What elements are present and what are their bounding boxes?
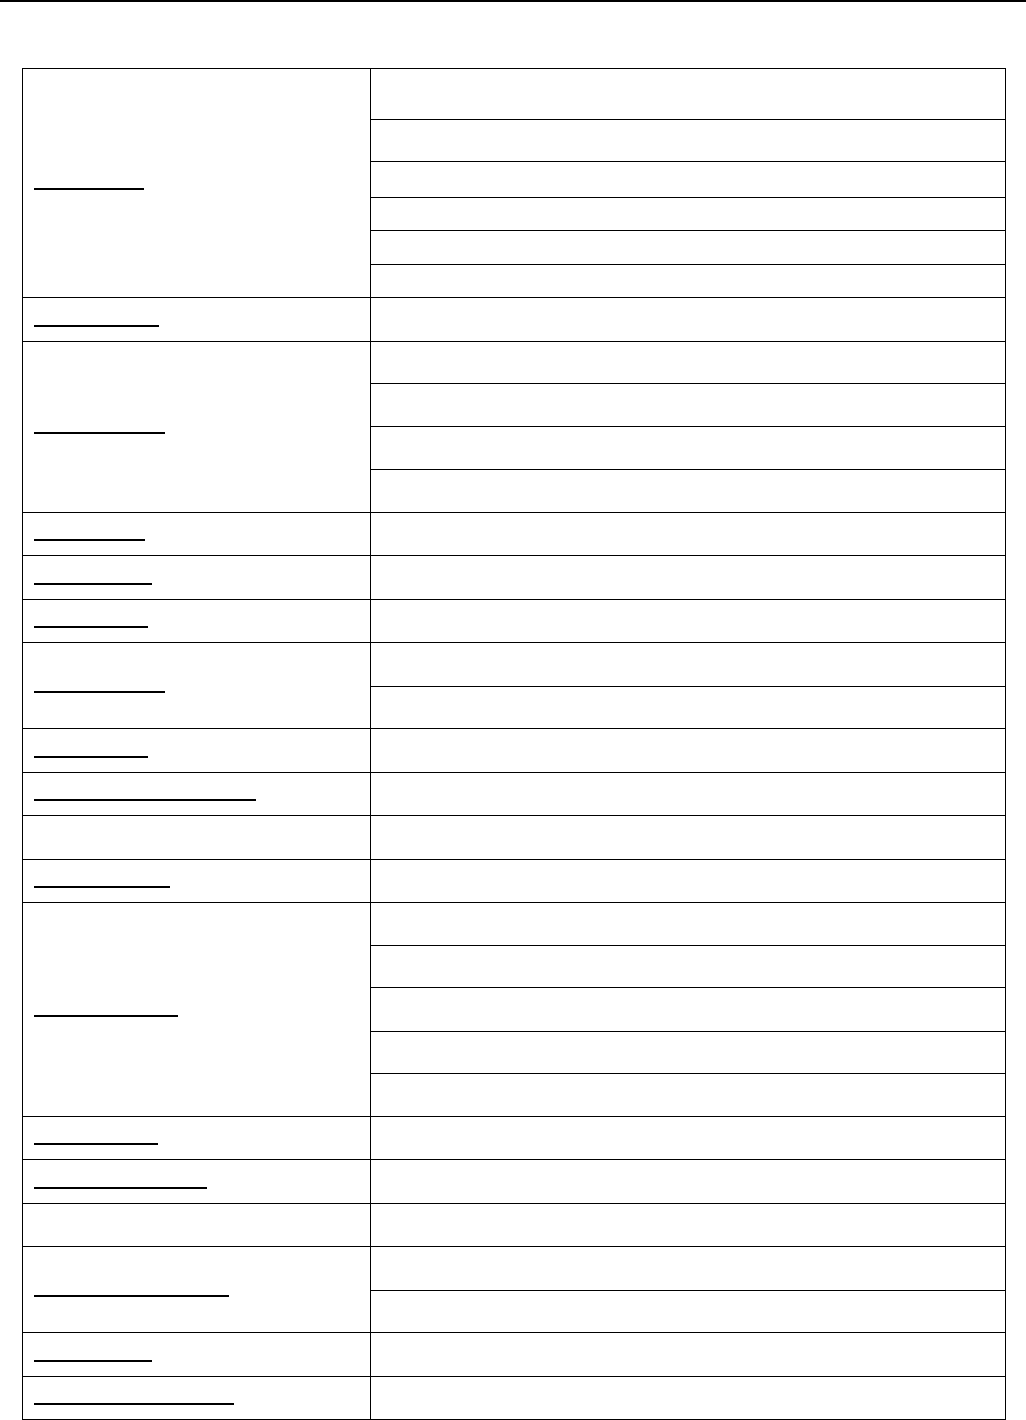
row-label-cell bbox=[23, 600, 371, 643]
row-value-cell bbox=[371, 643, 1006, 687]
row-value-cell bbox=[371, 1073, 1006, 1116]
label-underline bbox=[34, 799, 256, 801]
row-value-cell bbox=[371, 1290, 1006, 1333]
row-value-cell bbox=[371, 264, 1006, 297]
row-label-cell bbox=[23, 1160, 371, 1204]
row-value-cell bbox=[371, 946, 1006, 988]
label-underline bbox=[34, 1187, 207, 1189]
label-underline bbox=[34, 626, 148, 628]
row-value-cell bbox=[371, 773, 1006, 816]
row-label-cell bbox=[23, 729, 371, 773]
row-label-cell bbox=[23, 69, 371, 298]
table-row bbox=[23, 729, 1006, 773]
row-value-cell bbox=[371, 988, 1006, 1031]
row-value-cell bbox=[371, 686, 1006, 729]
row-value-cell bbox=[371, 162, 1006, 197]
table-row bbox=[23, 643, 1006, 687]
row-value-cell bbox=[371, 298, 1006, 342]
table-row bbox=[23, 1247, 1006, 1291]
table-row bbox=[23, 816, 1006, 860]
document-table bbox=[22, 68, 1006, 1420]
row-value-cell bbox=[371, 384, 1006, 427]
row-value-cell bbox=[371, 230, 1006, 264]
table-row bbox=[23, 1160, 1006, 1204]
table-row bbox=[23, 69, 1006, 120]
label-underline bbox=[34, 756, 148, 758]
row-value-cell bbox=[371, 1160, 1006, 1204]
row-value-cell bbox=[371, 427, 1006, 469]
label-underline bbox=[34, 188, 144, 190]
label-underline bbox=[34, 1015, 178, 1017]
row-label-cell bbox=[23, 342, 371, 513]
row-value-cell bbox=[371, 903, 1006, 946]
table-row bbox=[23, 1377, 1006, 1420]
row-value-cell bbox=[371, 1377, 1006, 1420]
label-underline bbox=[34, 1143, 158, 1145]
row-value-cell bbox=[371, 69, 1006, 120]
table-row bbox=[23, 600, 1006, 643]
document-table-body bbox=[23, 69, 1006, 1420]
row-value-cell bbox=[371, 1204, 1006, 1247]
label-underline bbox=[34, 886, 170, 888]
label-underline bbox=[34, 325, 159, 327]
row-label-cell bbox=[23, 1333, 371, 1377]
row-value-cell bbox=[371, 469, 1006, 512]
row-label-cell bbox=[23, 860, 371, 903]
row-label-cell bbox=[23, 1204, 371, 1247]
row-label-cell bbox=[23, 903, 371, 1117]
label-underline bbox=[34, 583, 152, 585]
row-value-cell bbox=[371, 1031, 1006, 1073]
label-underline bbox=[34, 432, 165, 434]
row-label-cell bbox=[23, 1247, 371, 1333]
row-label-cell bbox=[23, 1117, 371, 1160]
row-value-cell bbox=[371, 1117, 1006, 1160]
table-row bbox=[23, 298, 1006, 342]
row-value-cell bbox=[371, 556, 1006, 600]
row-label-cell bbox=[23, 773, 371, 816]
row-label-cell bbox=[23, 298, 371, 342]
table-row bbox=[23, 513, 1006, 556]
row-value-cell bbox=[371, 197, 1006, 230]
table-row bbox=[23, 1204, 1006, 1247]
table-row bbox=[23, 1333, 1006, 1377]
row-value-cell bbox=[371, 120, 1006, 162]
row-value-cell bbox=[371, 600, 1006, 643]
table-row bbox=[23, 342, 1006, 384]
table-row bbox=[23, 903, 1006, 946]
table-row bbox=[23, 1117, 1006, 1160]
label-underline bbox=[34, 1360, 152, 1362]
row-value-cell bbox=[371, 342, 1006, 384]
row-value-cell bbox=[371, 816, 1006, 860]
row-label-cell bbox=[23, 643, 371, 729]
row-value-cell bbox=[371, 729, 1006, 773]
page-top-rule bbox=[0, 0, 1026, 2]
table-row bbox=[23, 860, 1006, 903]
label-underline bbox=[34, 691, 165, 693]
label-underline bbox=[34, 539, 145, 541]
row-value-cell bbox=[371, 1333, 1006, 1377]
row-label-cell bbox=[23, 556, 371, 600]
label-underline bbox=[34, 1403, 234, 1405]
table-row bbox=[23, 556, 1006, 600]
row-value-cell bbox=[371, 513, 1006, 556]
row-value-cell bbox=[371, 860, 1006, 903]
row-value-cell bbox=[371, 1247, 1006, 1291]
row-label-cell bbox=[23, 816, 371, 860]
row-label-cell bbox=[23, 1377, 371, 1420]
row-label-cell bbox=[23, 513, 371, 556]
label-underline bbox=[34, 1295, 229, 1297]
table-row bbox=[23, 773, 1006, 816]
